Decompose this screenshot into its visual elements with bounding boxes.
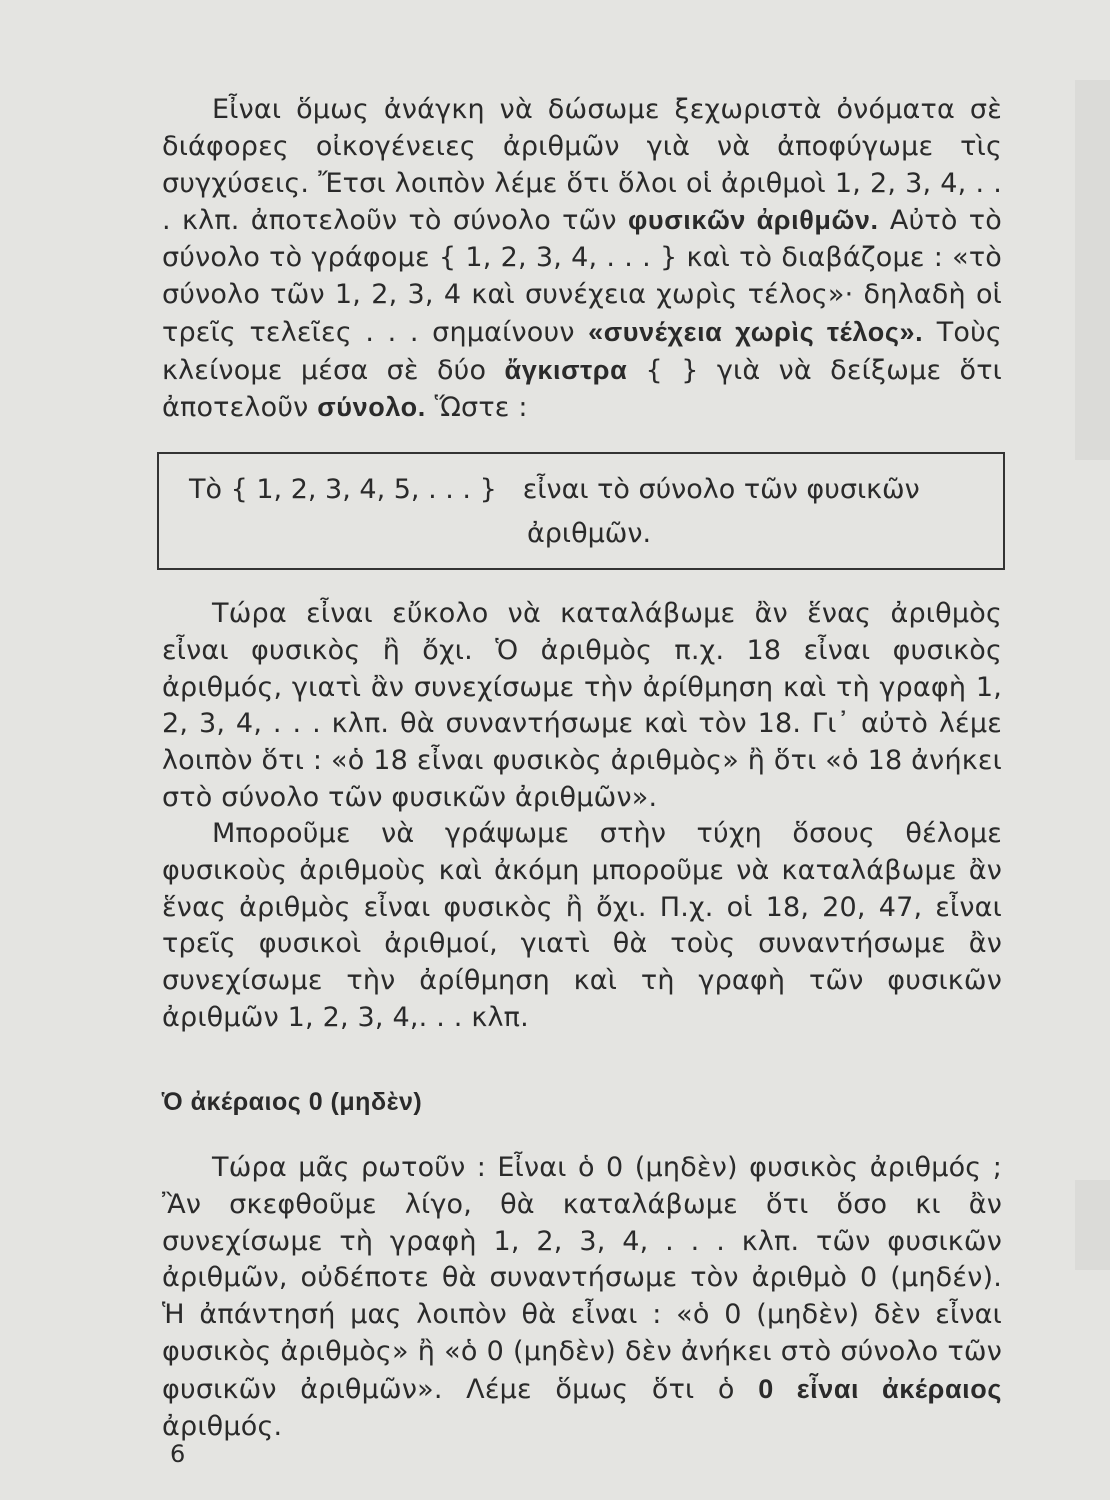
paragraph-arbitrary-numbers [162,816,1002,1037]
definition-set: { 1, 2, 3, 4, 5, . . . } [230,474,497,505]
text-run: { } γιὰ νὰ δείξωμε ὅτι ἀποτελοῦν [162,354,1003,424]
definition-prefix: Τὸ [189,474,223,505]
bold-term: σύνολο. [317,392,426,423]
bold-term: ἄγκιστρα [504,354,628,385]
bleed-through-band [1075,80,1110,460]
text-run: ἀριθμός. [162,1410,283,1442]
text-run: Εἶναι ὅμως ἀνάγκη νὰ δώσωμε ξεχωριστὰ ὀνόματα σὲ διάφορες οἰκογένειες ἀριθμῶν γιὰ νὰ ἀποφύγωμε τὶς συγχύσεις. Ἔτσι λοιπὸν λέμε ὅτι ὅλοι οἱ ἀριθμοὶ 1, 2, 3, 4, . . . κλπ. ἀποτελοῦν τὸ σύνολο τῶν [162,94,1002,237]
bold-term: «συνέχεια χωρὶς τέλος». [588,316,924,347]
text-run: Τοὺς κλείνομε μέσα σὲ δύο [162,316,1002,386]
text-run: Αὐτὸ τὸ σύνολο τὸ γράφομε { 1, 2, 3, 4, . . . } καὶ τὸ διαβάζομε : «τὸ σύνολο τῶν 1, 2, 3, 4 καὶ συνέχεια χωρὶς τέλος»· δηλαδὴ οἱ τρεῖς τελεῖες . . . σημαίνουν [162,205,1002,348]
text-run: Τώρα μᾶς ρωτοῦν : Εἶναι ὁ 0 (μηδὲν) φυσικὸς ἀριθμός ; Ἂν σκεφθοῦμε λίγο, θὰ καταλάβωμε ὅτι ὅσο κι ἂν συνεχίσωμε τὴ γραφὴ 1, 2, 3, 4, . . . κλπ. τῶν φυσικῶν ἀριθμῶν, οὐδέποτε θὰ συναντήσωμε τὸν ἀριθμὸ 0 (μηδέν). Ἡ ἀπάντησή μας λοιπὸν θὰ εἶναι : «ὁ 0 (μηδὲν) δὲν εἶναι φυσικὸς ἀριθμὸς» ἢ «ὁ 0 (μηδὲν) δὲν ἀνήκει στὸ σύνολο τῶν φυσικῶν ἀριθμῶν». Λέμε ὅμως ὅτι ὁ [162,1152,1002,1405]
definition-line-2: ἀριθμῶν. [527,518,652,549]
paragraph-example-18 [162,596,1002,817]
text-run: Ὥστε : [425,392,528,424]
text-run: Μποροῦμε νὰ γράψωμε στὴν τύχη ὅσους θέλομε φυσικοὺς ἀριθμοὺς καὶ ἀκόμη μποροῦμε νὰ καταλάβωμε ἂν ἕνας ἀριθμὸς εἶναι φυσικὸς ἢ ὄχι. Π.χ. οἱ 18, 20, 47, εἶναι τρεῖς φυσικοὶ ἀριθμοί, γιατὶ θὰ τοὺς συναντήσωμε ἂν συνεχίσωμε τὴν ἀρίθμηση καὶ τὴ γραφὴ τῶν φυσικῶν ἀριθμῶν 1, 2, 3, 4,. . . κλπ. [162,818,1002,1033]
section-heading: Ὁ ἀκέραιος 0 (μηδὲν) [162,1088,423,1116]
bold-term: φυσικῶν ἀριθμῶν. [627,205,879,236]
definition-line-1 [189,468,920,512]
page-number: 6 [170,1440,186,1468]
bold-term: 0 εἶναι ἀκέραιος [758,1373,1002,1404]
text-run: Τώρα εἶναι εὔκολο νὰ καταλάβωμε ἂν ἕνας ἀριθμὸς εἶναι φυσικὸς ἢ ὄχι. Ὁ ἀριθμὸς π.χ. 18 εἶναι φυσικὸς ἀριθμός, γιατὶ ἂν συνεχίσωμε τὴν ἀρίθμηση καὶ τὴ γραφὴ 1, 2, 3, 4, . . . κλπ. θὰ συναντήσωμε καὶ τὸν 18. Γι᾽ αὐτὸ λέμε λοιπὸν ὅτι : «ὁ 18 εἶναι φυσικὸς ἀριθμὸς» ἢ ὅτι «ὁ 18 ἀνήκει στὸ σύνολο τῶν φυσικῶν ἀριθμῶν». [162,598,1002,813]
definition-box [157,452,1005,570]
paragraph-natural-numbers [162,92,1002,427]
bleed-through-band [1075,1180,1110,1270]
definition-text: εἶναι τὸ σύνολο τῶν φυσικῶν [522,474,920,505]
paragraph-zero [162,1150,1002,1445]
